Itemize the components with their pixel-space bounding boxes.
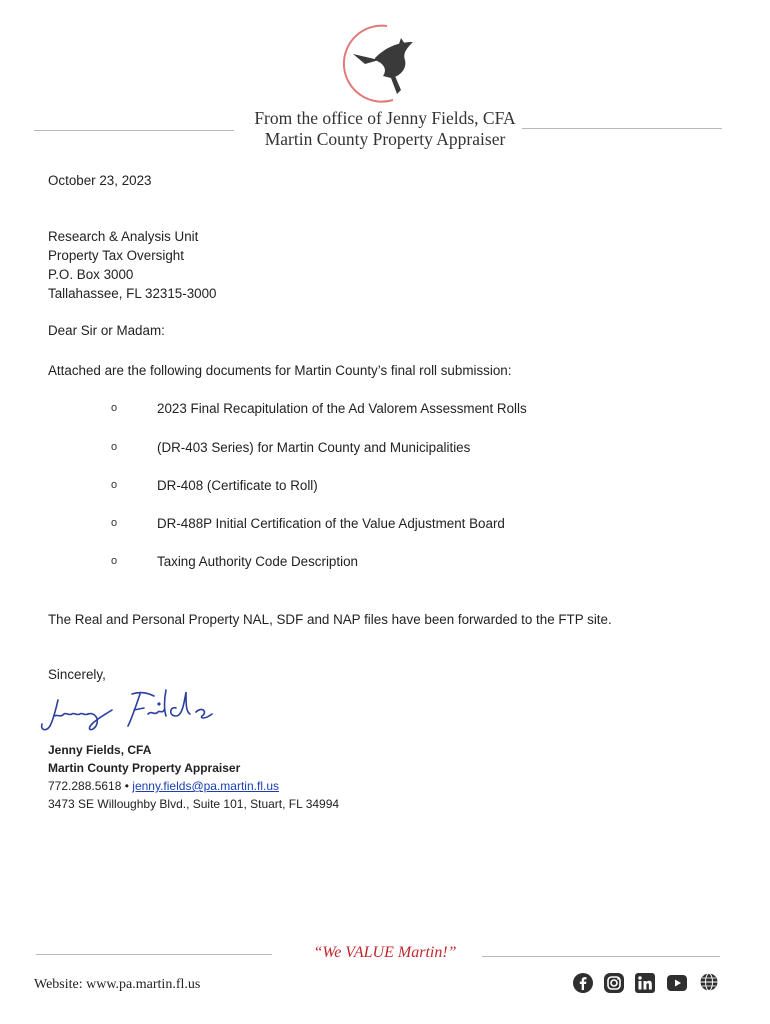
recipient-line: Tallahassee, FL 32315-3000 xyxy=(48,286,217,301)
list-item: (DR-403 Series) for Martin County and Municipalities xyxy=(157,440,471,455)
salutation: Dear Sir or Madam: xyxy=(48,323,165,338)
bullet-marker: o xyxy=(111,479,118,491)
letter-date: October 23, 2023 xyxy=(48,173,152,188)
intro-paragraph: Attached are the following documents for Martin County’s final roll submission: xyxy=(48,363,512,378)
website-link[interactable]: Website: www.pa.martin.fl.us xyxy=(34,977,201,992)
handwritten-signature xyxy=(36,684,226,736)
recipient-address xyxy=(48,227,217,303)
contact-separator: • xyxy=(124,779,129,793)
list-item: DR-488P Initial Certification of the Value Adjustment Board xyxy=(157,516,505,531)
signer-name: Jenny Fields, CFA xyxy=(48,743,152,757)
phone-number: 772.288.5618 xyxy=(48,779,122,793)
youtube-icon[interactable] xyxy=(666,972,688,994)
sailfish-logo-icon xyxy=(335,20,427,108)
list-item: Taxing Authority Code Description xyxy=(157,554,358,569)
office-address: 3473 SE Willoughby Blvd., Suite 101, Stuart, FL 34994 xyxy=(48,797,340,811)
bullet-marker: o xyxy=(111,555,118,567)
email-link[interactable]: jenny.fields@pa.martin.fl.us xyxy=(132,779,279,793)
bullet-marker: o xyxy=(111,402,118,414)
instagram-icon[interactable] xyxy=(603,972,625,994)
office-line-1: From the office of Jenny Fields, CFA xyxy=(254,108,516,128)
bullet-marker: o xyxy=(111,441,118,453)
bullet-marker: o xyxy=(111,517,118,529)
contact-line xyxy=(48,777,339,795)
list-item: 2023 Final Recapitulation of the Ad Valorem Assessment Rolls xyxy=(157,401,527,416)
list-item: DR-408 (Certificate to Roll) xyxy=(157,478,318,493)
recipient-line: Research & Analysis Unit xyxy=(48,229,199,244)
office-line-2: Martin County Property Appraiser xyxy=(264,129,506,149)
facebook-icon[interactable] xyxy=(572,972,594,994)
recipient-line: P.O. Box 3000 xyxy=(48,267,134,282)
closing-paragraph: The Real and Personal Property NAL, SDF and NAP files have been forwarded to the FTP site. xyxy=(48,612,612,627)
globe-icon[interactable] xyxy=(697,972,721,994)
signer-title: Martin County Property Appraiser xyxy=(48,761,241,775)
valediction: Sincerely, xyxy=(48,667,106,682)
recipient-line: Property Tax Oversight xyxy=(48,248,184,263)
motto: “We VALUE Martin!” xyxy=(313,944,457,961)
linkedin-icon[interactable] xyxy=(634,972,656,994)
signature-block xyxy=(48,741,339,813)
